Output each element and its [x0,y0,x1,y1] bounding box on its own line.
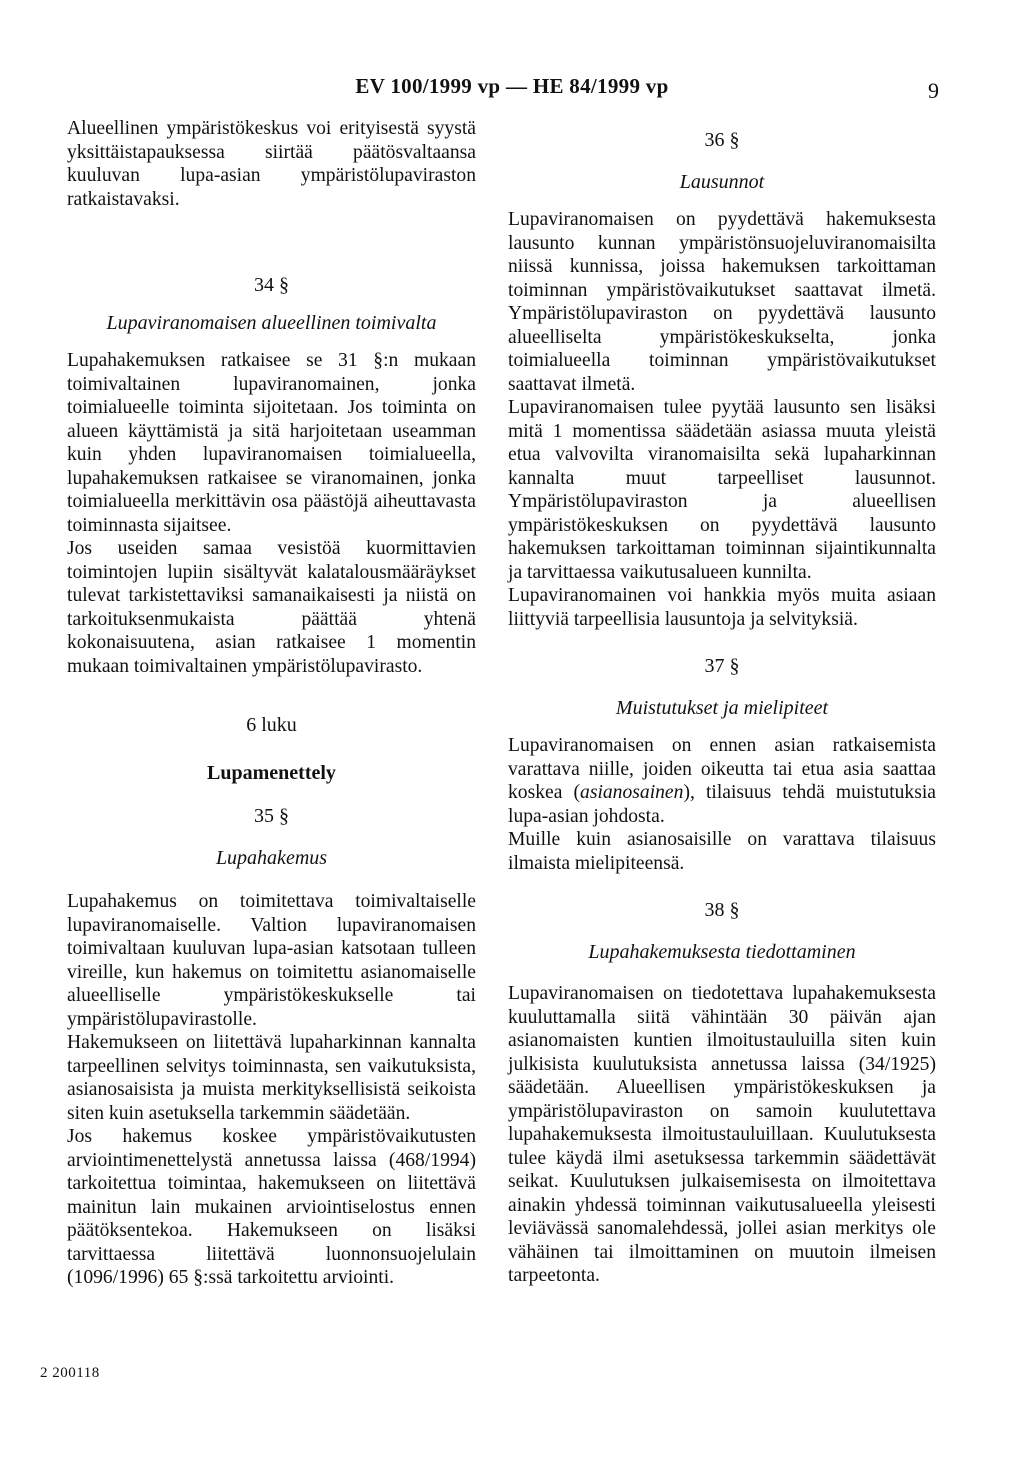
section-37-paragraph-1 [508,734,936,828]
right-column [508,129,936,1288]
section-38-number: 38 § [704,899,740,921]
section-35-paragraph-1: Lupahakemus on toimitettava toimivaltaiselle lupaviranomaiselle. Valtion lupaviranomaisen toimivaltaan kuuluvan lupa-asian katsotaan tulleen vireille, kun hakemus on toimitettu asianomaiselle alueelliselle ympäristökeskukselle tai ympäristölupavirastolle. [67,891,476,1030]
section-37-title: Muistutukset ja mielipiteet [615,696,829,719]
section-37-number: 37 § [704,655,740,677]
section-36-paragraph-3: Lupaviranomainen voi hankkia myös muita asiaan liittyviä tarpeellisia lausuntoja ja selvityksiä. [508,585,936,630]
page-number: 9 [928,78,939,103]
section-34-paragraph-2: Jos useiden samaa vesistöä kuormittavien toimintojen lupiin sisältyvät kalatalousmääräykset tulevat tarkistettaviksi samanaikaisesti ja niistä on tarkoituksenmukaista päättää yhtenä kokonaisuutena, asian ratkaisee 1 momentin mukaan toimivaltainen ympäristölupavirasto. [67,538,476,677]
section-34-title: Lupaviranomaisen alueellinen toimivalta [106,311,437,334]
chapter-number: 6 luku [246,714,297,736]
section-35-title: Lupahakemus [215,846,328,869]
section-35-number: 35 § [254,805,289,827]
footer-code: 2 200118 [40,1365,100,1381]
section-36-title: Lausunnot [679,170,765,193]
section-37-p1-italic: asianosainen [580,782,684,803]
section-35-paragraph-2: Hakemukseen on liitettävä lupaharkinnan kannalta tarpeellinen selvitys toiminnasta, sen vaikutuksista, asianosaisista ja muista merkityksellisistä seikoista siten kuin asetuksella tarkemmin säädetään. [67,1032,476,1124]
section-34-paragraph-1: Lupahakemuksen ratkaisee se 31 §:n mukaan toimivaltainen lupaviranomainen, jonka toimialueelle toiminta sijoitetaan. Jos toiminta on alueen käyttämistä ja sitä harjoitetaan useamman kuin yhden lupaviranomaisen toimialueella, lupahakemuksen ratkaisee se viranomainen, jonka toimialueella merkittävin osa päästöjä aiheuttavasta toiminnasta sijaitsee. [67,350,476,536]
section-35-paragraph-3: Jos hakemus koskee ympäristövaikutusten arviointimenettelystä annetussa laissa (468/1994) tarkoitettua toimintaa, hakemukseen on liitettävä mainitun lain mukainen arviointiselostus ennen päätöksentekoa. Hakemukseen on lisäksi tarvittaessa liitettävä luonnonsuojelulain (1096/1996) 65 §:ssä tarkoitettu arviointi. [67,1126,476,1288]
running-header: EV 100/1999 vp — HE 84/1999 vp [355,74,669,98]
section-36-number: 36 § [704,129,740,151]
section-36-paragraph-2: Lupaviranomaisen tulee pyytää lausunto sen lisäksi mitä 1 momentissa säädetään asiassa muuta yleistä etua valvovilta viranomaisilta sekä lupaharkinnan kannalta muut tarpeelliset lausunnot. Ympäristölupaviraston ja alueellisen ympäristökeskuksen on pyydettävä lausunto hakemuksen tarkoittaman toiminnan sijaintikunnalta ja tarvittaessa vaikutusalueen kunnilta. [508,397,936,583]
section-37-paragraph-2: Muille kuin asianosaisille on varattava tilaisuus ilmaista mielipiteensä. [508,829,936,874]
section-34-number: 34 § [254,274,289,296]
intro-paragraph: Alueellinen ympäristökeskus voi erityisestä syystä yksittäistapauksessa siirtää päätösvaltaansa kuuluvan lupa-asian ympäristölupaviraston ratkaistavaksi. [67,118,476,210]
section-37-p1-after: ), tilaisuus tehdä muistutuksia lupa-asian johdosta. [508,782,936,827]
section-38-paragraph-1: Lupaviranomaisen on tiedotettava lupahakemuksesta kuuluttamalla siitä vähintään 30 päivän ajan asianomaisten kuntien ilmoitustauluilla siten kuin julkisista kuulutuksista annetussa laissa (34/1925) säädetään. Alueellisen ympäristökeskuksen ja ympäristölupaviraston on samoin kuulutettava lupahakemuksesta ilmoitustauluillaan. Kuulutuksesta tulee käydä ilmi asetuksessa tarkemmin säädettävät seikat. Kuulutuksen julkaisemisesta on ilmoitettava ainakin yhdessä toiminnan vaikutusalueella yleisesti leviävässä sanomalehdessä, jollei asian merkitys ole vähäinen tai ilmoittaminen on muutoin ilmeisen tarpeetonta. [508,983,936,1286]
section-37-p1-before: Lupaviranomaisen on ennen asian ratkaisemista varattava niille, joiden oikeutta tai etua asia saattaa koskea ( [508,735,936,803]
section-38-title: Lupahakemuksesta tiedottaminen [588,940,856,963]
left-column [67,117,476,1290]
chapter-title: Lupamenettely [207,761,336,784]
section-36-paragraph-1: Lupaviranomaisen on pyydettävä hakemuksesta lausunto kunnan ympäristönsuojeluviranomaisilta niissä kunnissa, joissa hakemuksen tarkoittaman toiminnan ympäristövaikutukset saattavat ilmetä. Ympäristölupaviraston on pyydettävä lausunto alueelliselta ympäristökeskukselta, jonka toimialueella toiminnan ympäristövaikutukset saattavat ilmetä. [508,209,936,395]
